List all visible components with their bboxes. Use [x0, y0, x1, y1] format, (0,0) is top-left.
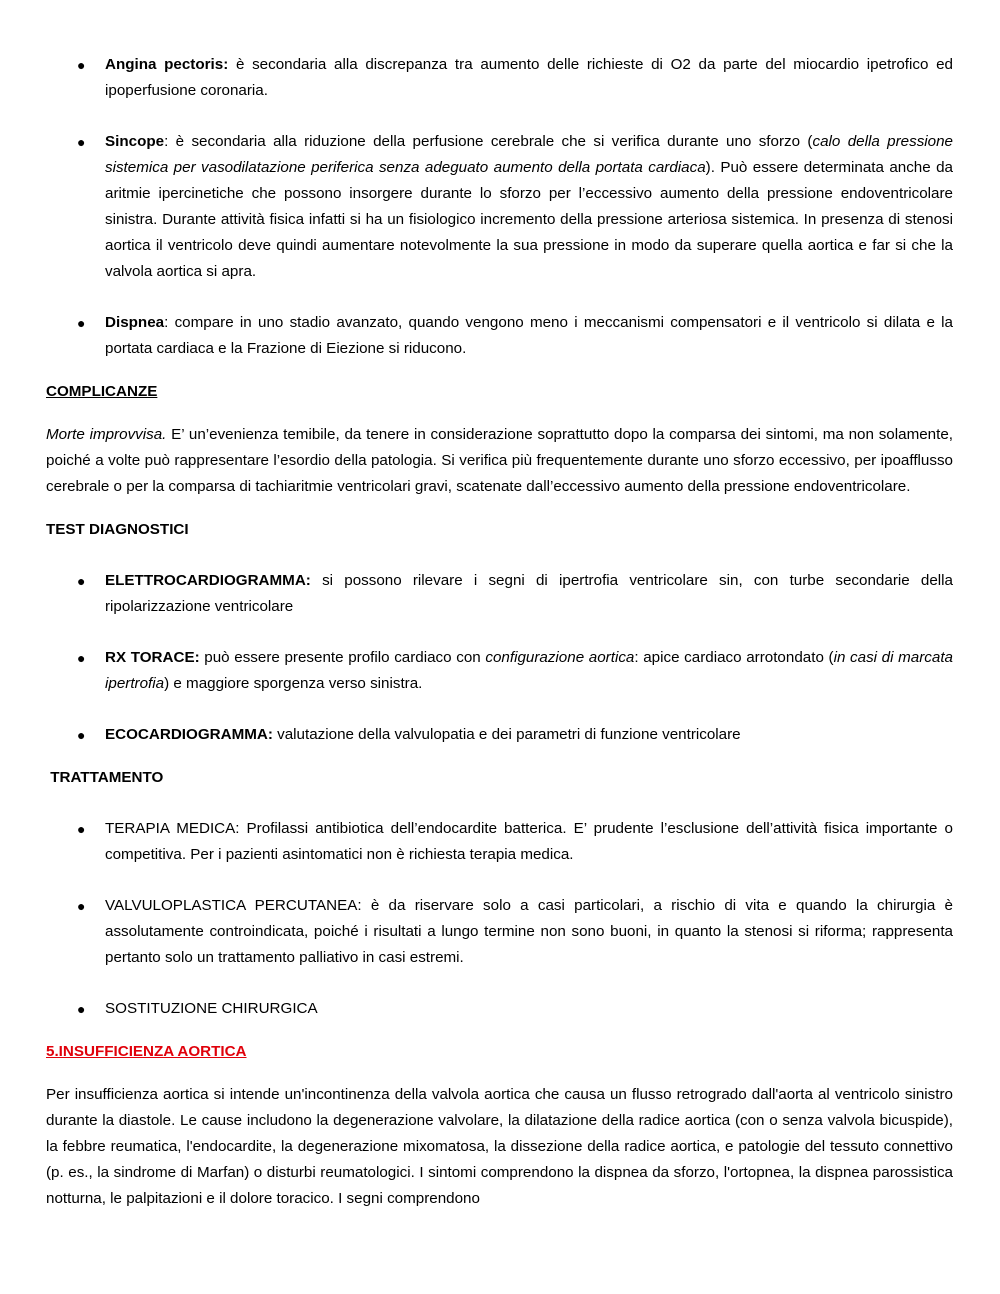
heading-test-diagnostici: TEST DIAGNOSTICI: [46, 521, 189, 538]
list-item-rx: [46, 645, 953, 697]
text-rx-3: ) e maggiore sporgenza verso sinistra.: [164, 675, 423, 692]
text-eco: valutazione della valvulopatia e dei parametri di funzione ventricolare: [272, 726, 741, 743]
bullet-dot: ●: [77, 898, 86, 914]
bullet-dot: ●: [77, 1001, 86, 1017]
text-terapia-medica: TERAPIA MEDICA: Profilassi antibiotica dell’endocardite batterica. E’ prudente l’esclusione dell’attività fisica importante o competitiva. Per i pazienti asintomatici non è richiesta terapia medica.: [105, 820, 953, 863]
term-eco: ECOCARDIOGRAMMA:: [105, 726, 273, 743]
term-ecg: ELETTROCARDIOGRAMMA:: [105, 572, 311, 589]
list-item-eco: [46, 722, 953, 748]
term-angina: Angina pectoris:: [105, 56, 229, 73]
list-item-ecg: [46, 568, 953, 620]
bullet-dot: ●: [77, 821, 86, 837]
term-dispnea: Dispnea: [105, 314, 165, 331]
text-rx-1: può essere presente profilo cardiaco con: [199, 649, 486, 666]
text-rx-italic-1: configurazione aortica: [485, 649, 635, 666]
list-item-sostituzione: [46, 996, 953, 1022]
text-rx-italic-2: in casi di marcata ipertrofia: [105, 649, 953, 692]
text-dispnea: : compare in uno stadio avanzato, quando vengono meno i meccanismi compensatori e il ventricolo si dilata e la portata cardiaca e la Frazione di Eiezione si riducono.: [105, 314, 953, 357]
term-rx: RX TORACE:: [105, 649, 200, 666]
bullet-dot: ●: [77, 134, 86, 150]
text-sincope-1: : è secondaria alla riduzione della perfusione cerebrale che si verifica durante uno sforzo (: [164, 133, 813, 150]
bullet-dot: ●: [77, 57, 86, 73]
bullet-dot: ●: [77, 650, 86, 666]
complicanze-italic: Morte improvvisa.: [46, 426, 167, 443]
text-sincope-italic: calo della pressione sistemica per vasodilatazione periferica senza adeguato aumento della portata cardiaca: [105, 133, 954, 176]
complicanze-text: E’ un’evenienza temibile, da tenere in considerazione soprattutto dopo la comparsa dei sintomi, ma non solamente, poiché a volte può rappresentare l’esordio della patologia. Si verifica più frequentemente durante uno sforzo eccessivo, per ipoafflusso cerebrale o per la comparsa di tachiaritmie ventricolari gravi, scatenate dall’eccessivo aumento della pressione endoventricolare.: [46, 426, 953, 495]
term-sincope: Sincope: [105, 133, 165, 150]
text-angina: è secondaria alla discrepanza tra aumento delle richieste di O2 da parte del miocardio ipetrofico ed ipoperfusione coronaria.: [105, 56, 953, 99]
paragraph-insufficienza-aortica: Per insufficienza aortica si intende un'incontinenza della valvola aortica che causa un flusso retrogrado dall'aorta al ventricolo sinistro durante la diastole. Le cause includono la degenerazione valvolare, la dilatazione della radice aortica (con o senza valvola bicuspide), la febbre reumatica, l'endocardite, la degenerazione mixomatosa, la dissezione della radice aortica, e patologie del tessuto connettivo (p. es., la sindrome di Marfan) o disturbi reumatologici. I sintomi comprendono la dispnea da sforzo, l'ortopnea, la dispnea parossistica notturna, le palpitazioni e il dolore toracico. I segni comprendono: [46, 1086, 953, 1207]
list-item-angina: [46, 52, 953, 104]
heading-complicanze: COMPLICANZE: [46, 383, 158, 400]
document-page: [46, 52, 953, 1212]
list-item-sincope: [46, 129, 953, 285]
list-item-valvuloplastica: [46, 893, 953, 971]
text-rx-2: : apice cardiaco arrotondato (: [634, 649, 834, 666]
text-sostituzione: SOSTITUZIONE CHIRURGICA: [105, 1000, 318, 1017]
list-item-terapia-medica: [46, 816, 953, 868]
bullet-dot: ●: [77, 573, 86, 589]
bullet-dot: ●: [77, 315, 86, 331]
bullet-dot: ●: [77, 727, 86, 743]
paragraph-complicanze: [46, 422, 953, 500]
list-item-dispnea: [46, 310, 953, 362]
heading-insufficienza-aortica: 5.INSUFFICIENZA AORTICA: [46, 1043, 247, 1060]
text-valvuloplastica: VALVULOPLASTICA PERCUTANEA: è da riservare solo a casi particolari, a rischio di vita e quando la chirurgia è assolutamente controindicata, poiché i risultati a lungo termine non sono buoni, in quanto la stenosi si riforma; rappresenta pertanto solo un trattamento palliativo in casi estremi.: [105, 897, 953, 966]
text-sincope-2: ). Può essere determinata anche da aritmie ipercinetiche che possono insorgere durante lo sforzo per l’eccessivo aumento della pressione endoventricolare sinistra. Durante attività fisica infatti si ha un fisiologico incremento della pressione arteriosa sistemica. In presenza di stenosi aortica il ventricolo deve quindi aumentare notevolmente la sua pressione in modo da superare quella aortica e far si che la valvola aortica si apra.: [105, 159, 953, 280]
heading-trattamento: TRATTAMENTO: [46, 769, 164, 786]
text-ecg: si possono rilevare i segni di ipertrofia ventricolare sin, con turbe secondarie della ripolarizzazione ventricolare: [105, 572, 953, 615]
